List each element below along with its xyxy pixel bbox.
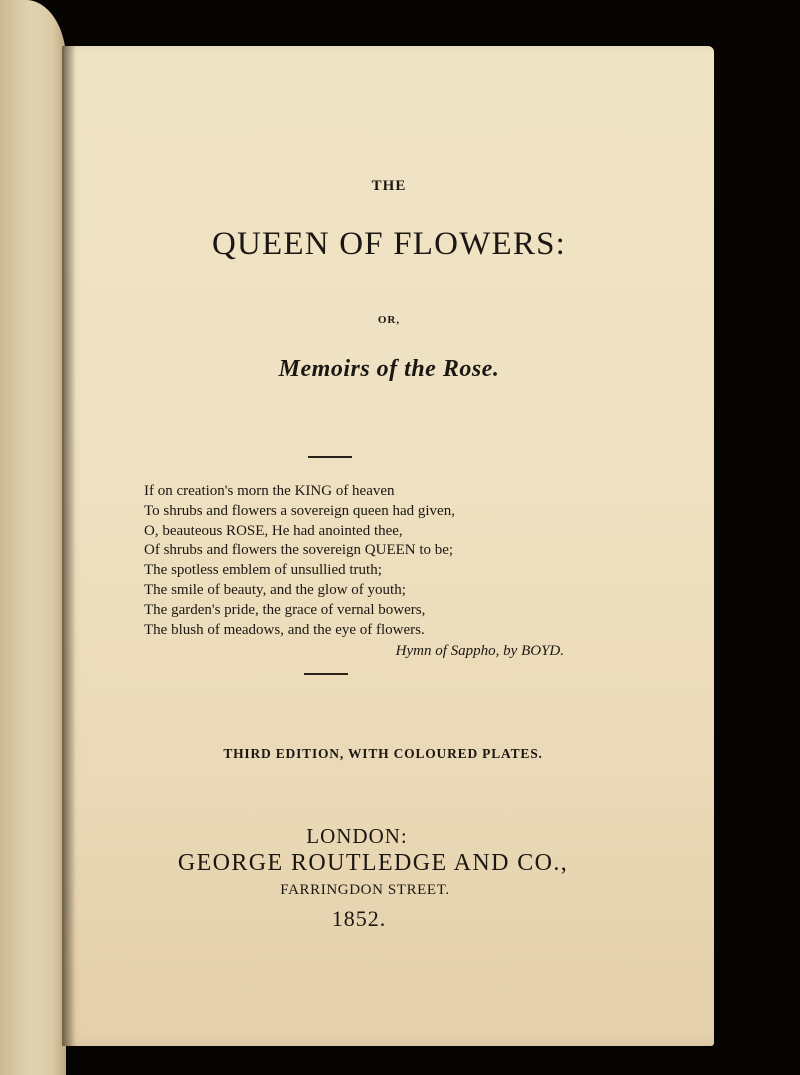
title-page <box>64 46 714 1046</box>
imprint-place: LONDON: <box>306 824 408 848</box>
title-or: OR, <box>377 314 401 326</box>
poem-line: Of shrubs and flowers the sovereign QUEEN to be; <box>144 542 454 559</box>
poem-attribution: Hymn of Sappho, by BOYD. <box>395 643 564 660</box>
poem-line: The blush of meadows, and the eye of flowers. <box>144 621 425 638</box>
poem-line: The smile of beauty, and the glow of youth; <box>144 581 406 598</box>
poem-line: The spotless emblem of unsullied truth; <box>144 562 382 579</box>
poem-line: To shrubs and flowers a sovereign queen had given, <box>144 502 455 519</box>
top-divider-rule <box>308 456 352 458</box>
book-title: QUEEN OF FLOWERS: <box>211 226 567 262</box>
edition-line: THIRD EDITION, WITH COLOURED PLATES. <box>223 746 543 761</box>
poem-line: The garden's pride, the grace of vernal bowers, <box>144 601 426 618</box>
title-article: THE <box>371 178 407 194</box>
epigraph-poem <box>144 482 564 662</box>
imprint-year: 1852. <box>331 906 387 931</box>
poem-line: O, beauteous ROSE, He had anointed thee, <box>144 522 403 539</box>
imprint-street: FARRINGDON STREET. <box>280 882 450 898</box>
book-subtitle: Memoirs of the Rose. <box>278 356 500 382</box>
poem-line: If on creation's morn the KING of heaven <box>144 483 395 499</box>
bottom-divider-rule <box>304 673 348 675</box>
imprint-publisher: GEORGE ROUTLEDGE AND CO., <box>177 850 569 876</box>
